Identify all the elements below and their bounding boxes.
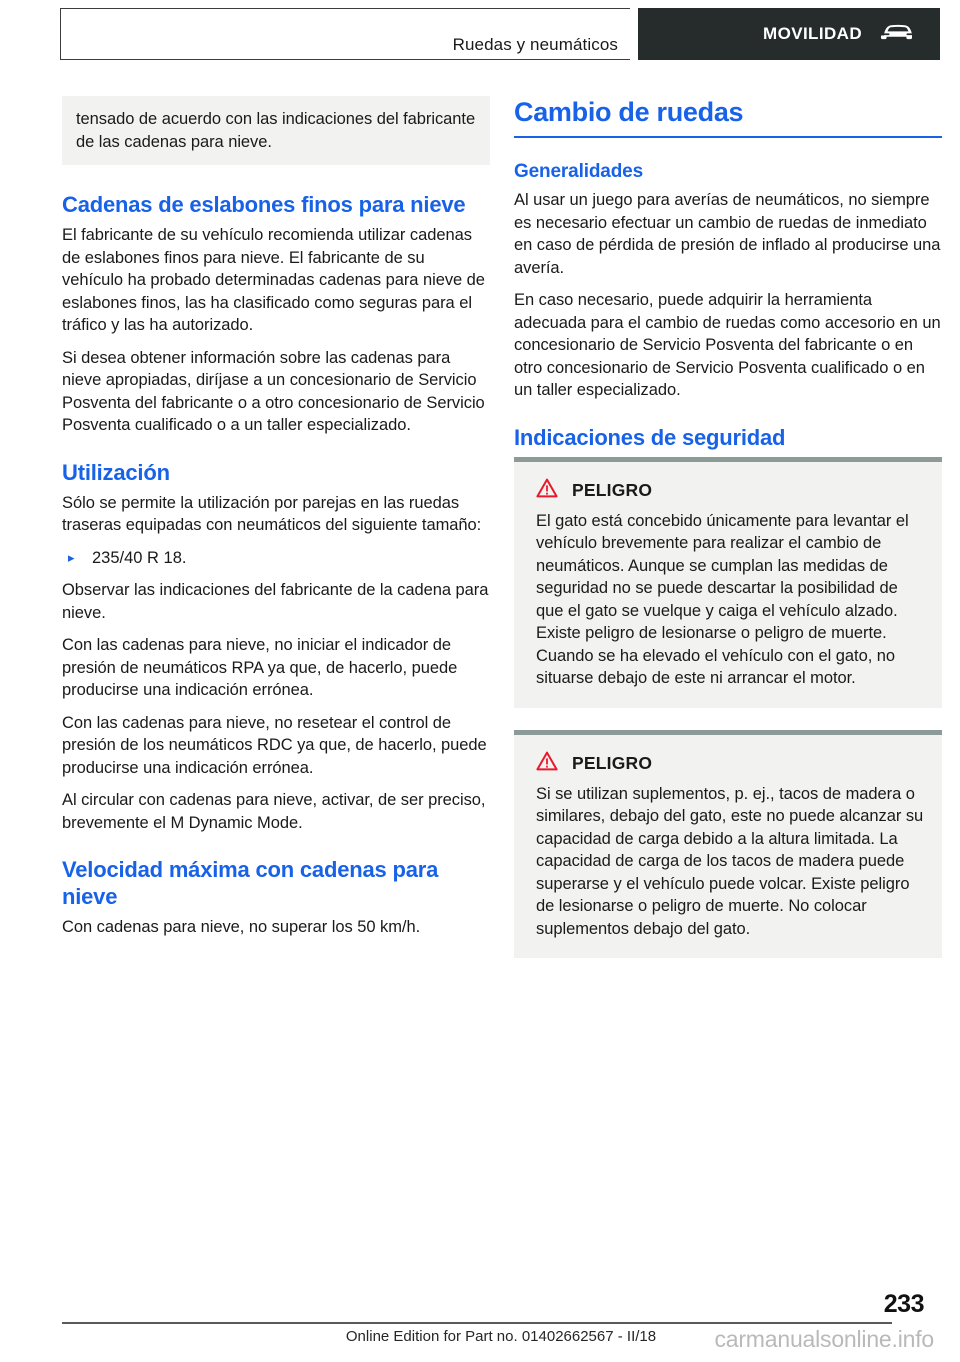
warning-text: Si se utilizan suplementos, p. ej., tacos de madera o similares, debajo del gato, este no puede alcanzar su capacidad de carga debido a la altura limitada. La capacidad de carga de los tacos de madera puede superarse y el vehículo puede volcar. Existe peligro de lesionarse o peligro de muerte. No colocar suplementos debajo del gato. <box>536 784 924 938</box>
warning-label: PELIGRO <box>572 479 653 500</box>
paragraph: Con cadenas para nieve, no superar los 50 km/h. <box>62 918 421 936</box>
warning-content <box>514 735 942 959</box>
warning-box <box>514 730 942 959</box>
heading-velocidad-maxima: Velocidad máxima con cadenas para nieve <box>62 857 439 909</box>
page-header <box>60 8 940 60</box>
car-front-icon <box>878 21 918 48</box>
heading-indicaciones-de-seguridad: Indicaciones de seguridad <box>514 424 786 450</box>
list-item-label: 235/40 R 18. <box>92 548 187 567</box>
paragraph: Sólo se permite la utilización por parejas en las ruedas traseras equipadas con neumáticos del siguiente tamaño: <box>62 493 482 534</box>
lead-paragraph-box <box>62 96 490 165</box>
footer-edition-line: Online Edition for Part no. 01402662567 - II/18 <box>345 1328 657 1345</box>
warning-header <box>536 478 924 503</box>
header-chapter-tab <box>60 8 630 60</box>
warning-triangle-icon <box>536 751 558 776</box>
warning-triangle-icon <box>536 478 558 503</box>
header-section-label: MOVILIDAD <box>763 24 862 43</box>
paragraph: El fabricante de su vehículo recomienda utilizar cadenas de eslabones finos para nieve. El fabricante de su vehículo ha probado determinadas cadenas para nieve de eslabones finos, las ha clasificado como seguras para el tráfico y las ha autorizado. <box>62 226 485 334</box>
page-number: 233 <box>883 1290 924 1318</box>
header-chapter-label: Ruedas y neumáticos <box>452 35 618 54</box>
right-column <box>514 96 942 980</box>
warning-text: El gato está concebido únicamente para levantar el vehículo brevemente para realizar el cambio de neumáticos. Aunque se cumplan las medidas de seguridad no se puede descartar la posibilidad de que el gato se vuelque y caiga el vehículo alzado. Existe peligro de lesionarse o peligro de muerte. Cuando se ha elevado el vehículo con el gato, no situarse debajo de este ni arrancar el motor. <box>536 511 909 687</box>
page-body <box>62 96 942 980</box>
bullet-list <box>62 547 490 570</box>
two-column-layout <box>62 96 942 980</box>
page-footer <box>62 1282 940 1362</box>
heading-cadenas-eslabones-finos: Cadenas de eslabones finos para nieve <box>62 192 466 217</box>
title-underline <box>514 136 942 138</box>
list-item <box>62 547 490 570</box>
site-watermark: carmanualsonline.info <box>714 1326 934 1352</box>
page-title: Cambio de ruedas <box>514 97 744 127</box>
paragraph: Con las cadenas para nieve, no iniciar el indicador de presión de neumáticos RPA ya que, de hacerlo, puede producirse una indicación errónea. <box>62 636 458 699</box>
left-column <box>62 96 490 949</box>
lead-paragraph: tensado de acuerdo con las indicaciones del fabricante de las cadenas para nieve. <box>76 110 476 151</box>
footer-divider <box>62 1322 892 1324</box>
warning-header <box>536 751 924 776</box>
warning-label: PELIGRO <box>572 752 653 773</box>
heading-utilizacion: Utilización <box>62 459 170 485</box>
paragraph: Observar las indicaciones del fabricante de la cadena para nieve. <box>62 581 489 622</box>
paragraph: Si desea obtener información sobre las cadenas para nieve apropiadas, diríjase a un concesionario de Servicio Posventa del fabricante o a otro concesionario de Servicio Posventa cualificado o a un taller especializado. <box>62 348 485 434</box>
warning-box <box>514 457 942 708</box>
paragraph: Con las cadenas para nieve, no resetear el control de presión de los neumáticos RDC ya que, de hacerlo, puede producirse una indicación errónea. <box>62 713 487 777</box>
header-section-tab <box>638 8 940 60</box>
paragraph: Al circular con cadenas para nieve, activar, de ser preciso, brevemente el M Dynamic Mode. <box>62 791 486 832</box>
warning-content <box>514 462 942 708</box>
triangle-bullet-icon: ▸ <box>68 549 75 565</box>
paragraph: En caso necesario, puede adquirir la herramienta adecuada para el cambio de ruedas como accesorio en un concesionario de Servicio Posventa del fabricante o en otro concesionario de Servicio Posventa cualificado o en un taller especializado. <box>514 291 941 399</box>
heading-generalidades: Generalidades <box>514 161 643 182</box>
paragraph: Al usar un juego para averías de neumáticos, no siempre es necesario efectuar un cambio de ruedas de inmediato en caso de pérdida de presión de inflado al producirse una avería. <box>514 191 941 277</box>
